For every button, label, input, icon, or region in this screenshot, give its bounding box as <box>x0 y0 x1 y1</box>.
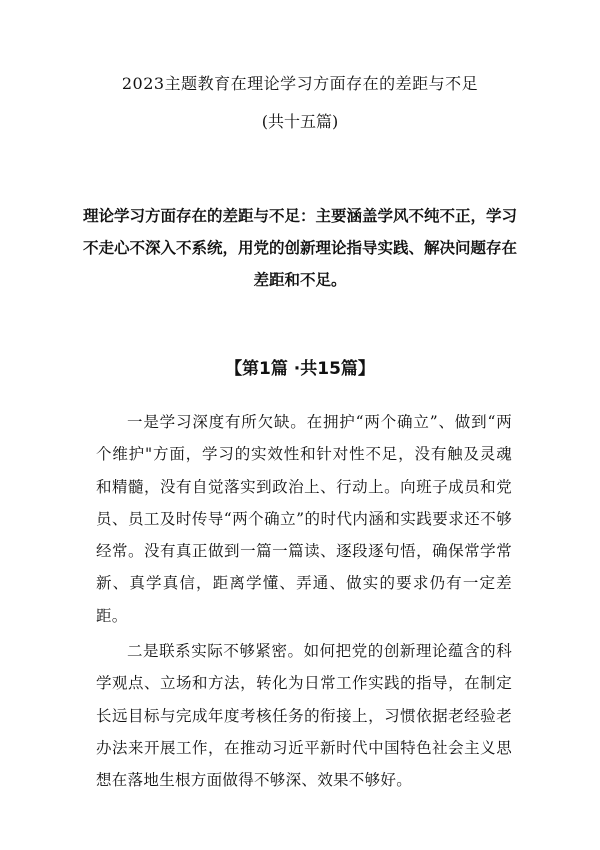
section-heading: 【第1篇 ·共15篇】 <box>225 359 375 379</box>
summary-paragraph: 理论学习方面存在的差距与不足：主要涵盖学风不纯不正，学习不走心不深入不系统，用党的创新理论指导实践、解决问题存在差距和不足。 <box>82 207 517 289</box>
body-paragraph-1: 一是学习深度有所欠缺。在拥护“两个确立”、做到“两个维护"方面，学习的实效性和针对性不足，没有触及灵魂和精髓，没有自觉落实到政治上、行动上。向班子成员和党员、员工及时传导“两个确立”的时代内涵和实践要求还不够经常。没有真正做到一篇一篇读、逐段逐句悟，确保常学常新、真学真信，距离学懂、弄通、做实的要求仍有一定差距。 <box>96 413 512 625</box>
document-title: 2023主题教育在理论学习方面存在的差距与不足 <box>121 74 479 93</box>
document-subtitle: (共十五篇) <box>261 112 339 131</box>
body-paragraph-2: 二是联系实际不够紧密。如何把党的创新理论蕴含的科学观点、立场和方法，转化为日常工作实践的指导，在制定长远目标与完成年度考核任务的衔接上，习惯依据老经验老办法来开展工作，在推动习近平新时代中国特色社会主义思想在落地生根方面做得不够深、效果不够好。 <box>96 642 512 790</box>
